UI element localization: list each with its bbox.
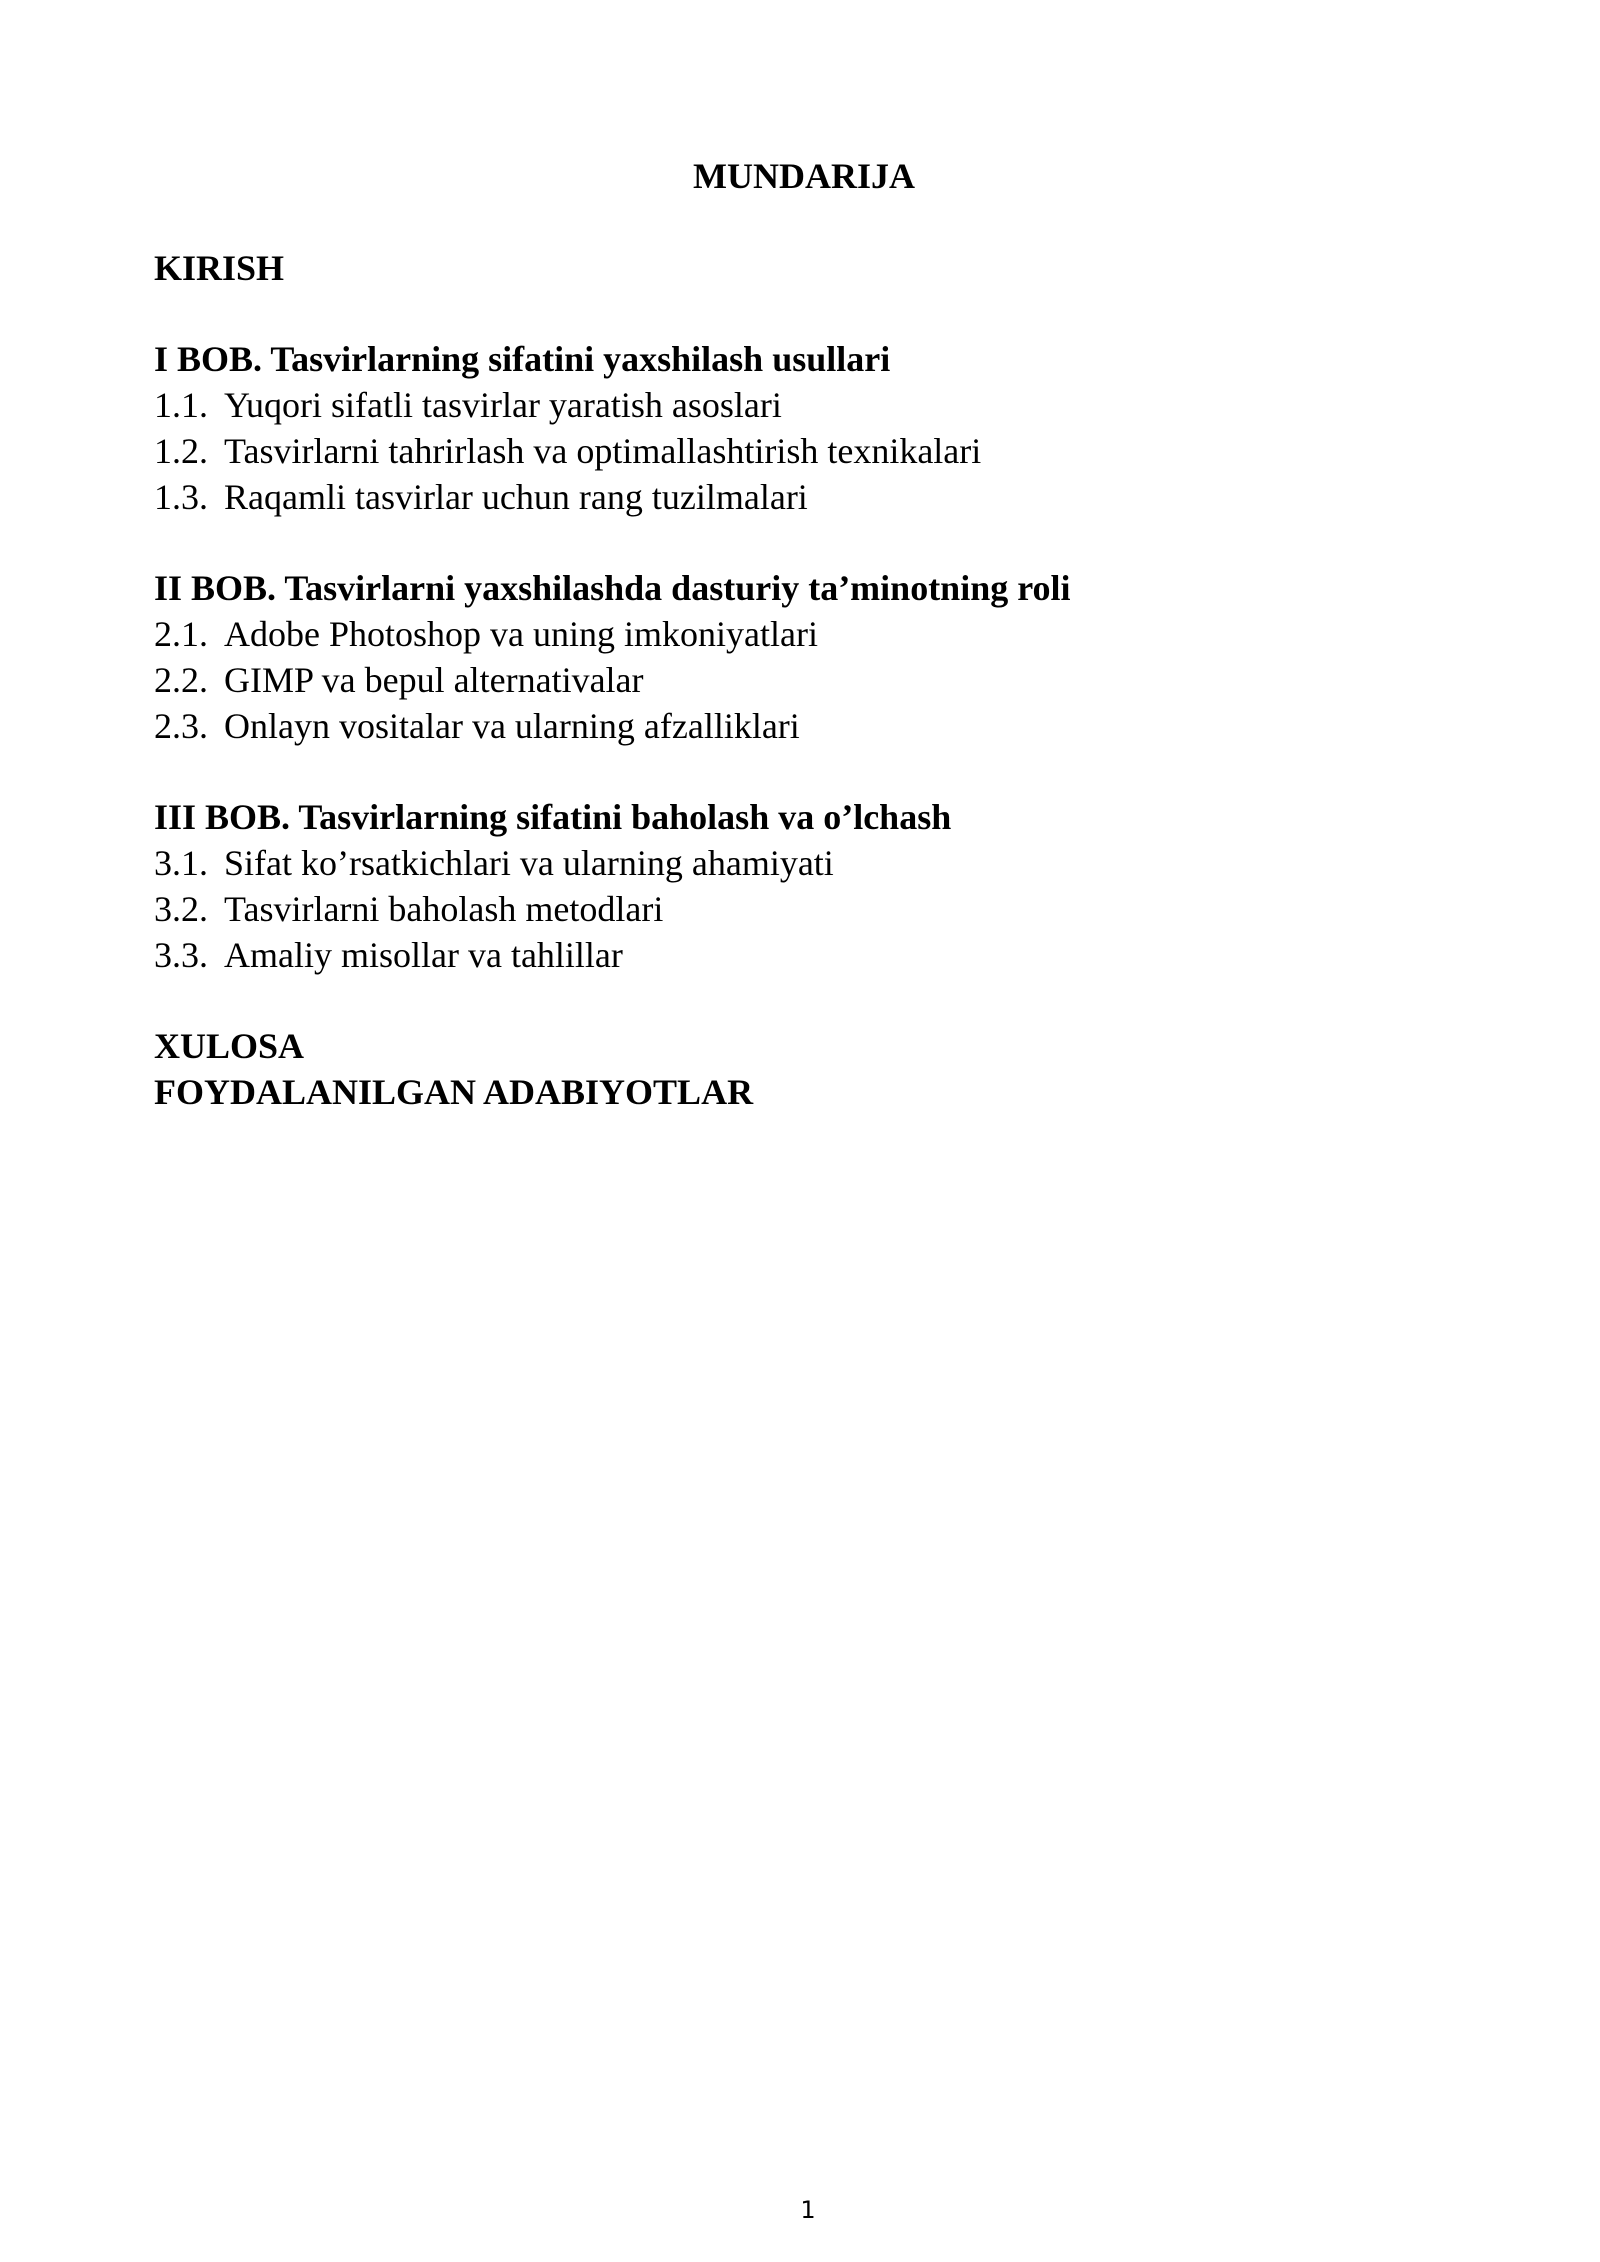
- item-title: Tasvirlarni tahrirlash va optimallashtirish texnikalari: [224, 431, 982, 471]
- item-number: 3.2.: [154, 889, 208, 929]
- spacer: [154, 749, 1454, 794]
- chapter-heading: I BOB. Tasvirlarning sifatini yaxshilash usullari: [154, 339, 891, 379]
- toc-conclusion: XULOSA: [154, 1026, 305, 1066]
- spacer: [154, 291, 1454, 336]
- item-title: GIMP va bepul alternativalar: [224, 660, 644, 700]
- page-title: MUNDARIJA: [693, 156, 915, 196]
- item-number: 2.1.: [154, 614, 208, 654]
- toc-item: [154, 886, 1454, 932]
- toc-item: [154, 840, 1454, 886]
- item-title: Sifat ko’rsatkichlari va ularning ahamiyati: [224, 843, 834, 883]
- item-title: Raqamli tasvirlar uchun rang tuzilmalari: [224, 477, 808, 517]
- toc-item: [154, 428, 1454, 474]
- toc-item: [154, 474, 1454, 520]
- item-number: 1.2.: [154, 431, 208, 471]
- toc-references: FOYDALANILGAN ADABIYOTLAR: [154, 1072, 754, 1112]
- item-number: 2.3.: [154, 706, 208, 746]
- page-number: 1: [800, 2196, 816, 2224]
- item-number: 2.2.: [154, 660, 208, 700]
- spacer: [154, 978, 1454, 1023]
- item-title: Onlayn vositalar va ularning afzalliklari: [224, 706, 800, 746]
- chapter-heading: III BOB. Tasvirlarning sifatini baholash va o’lchash: [154, 797, 952, 837]
- item-number: 3.1.: [154, 843, 208, 883]
- item-number: 1.3.: [154, 477, 208, 517]
- item-title: Tasvirlarni baholash metodlari: [224, 889, 664, 929]
- toc-item: [154, 382, 1454, 428]
- table-of-contents: [154, 245, 1454, 1115]
- toc-item: [154, 932, 1454, 978]
- item-title: Amaliy misollar va tahlillar: [224, 935, 623, 975]
- item-title: Adobe Photoshop va uning imkoniyatlari: [224, 614, 818, 654]
- toc-item: [154, 611, 1454, 657]
- item-number: 3.3.: [154, 935, 208, 975]
- toc-item: [154, 657, 1454, 703]
- spacer: [154, 520, 1454, 565]
- toc-item: [154, 703, 1454, 749]
- item-title: Yuqori sifatli tasvirlar yaratish asoslari: [224, 385, 782, 425]
- chapter-heading: II BOB. Tasvirlarni yaxshilashda dasturiy ta’minotning roli: [154, 568, 1071, 608]
- toc-intro: KIRISH: [154, 248, 285, 288]
- item-number: 1.1.: [154, 385, 208, 425]
